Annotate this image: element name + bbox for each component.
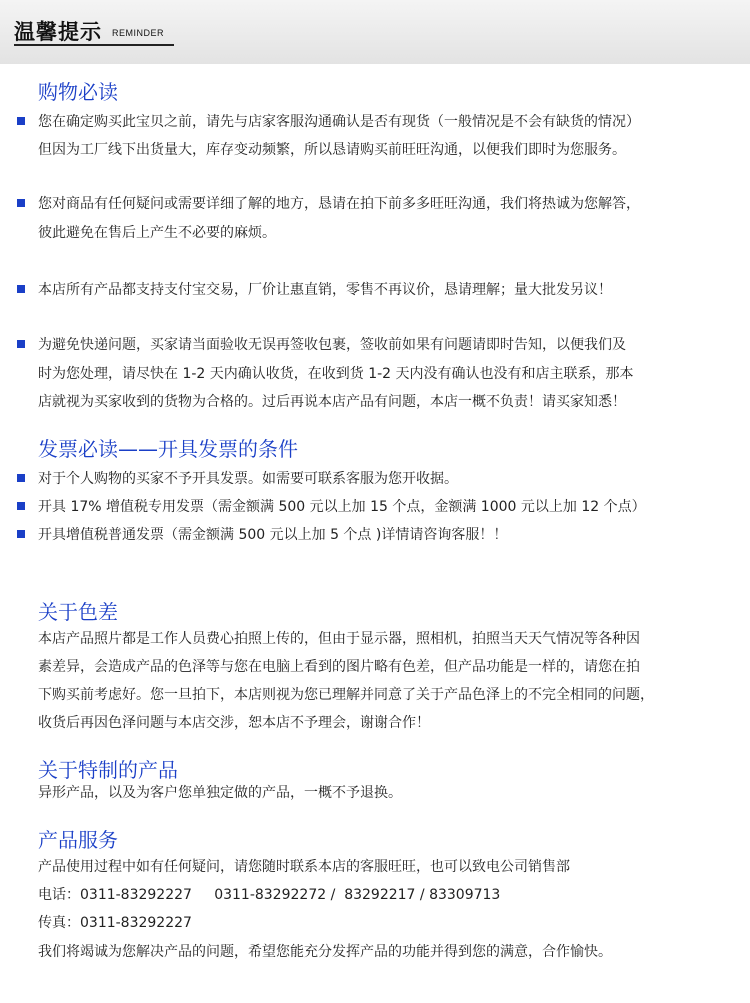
service-line-4: 我们将竭诚为您解决产品的问题，希望您能充分发挥产品的功能并得到您的满意，合作愉快。 bbox=[38, 944, 612, 960]
shopping-item-4-line-1: 为避免快递问题，买家请当面验收无误再签收包裹，签收前如果有问题请即时告知，以便我们及 bbox=[38, 337, 626, 353]
reminder-header bbox=[0, 0, 750, 64]
bullet-icon bbox=[17, 199, 25, 207]
bullet-icon bbox=[17, 117, 25, 125]
shopping-item-2-line-1: 您对商品有任何疑问或需要详细了解的地方，恳请在拍下前多多旺旺沟通，我们将热诚为您解答， bbox=[38, 196, 640, 212]
shopping-item-4-line-2: 时为您处理，请尽快在 1-2 天内确认收货，在收到货 1-2 天内没有确认也没有和店主联系，那本 bbox=[38, 366, 634, 382]
shopping-item-4-line-3: 店就视为买家收到的货物为合格的。过后再说本店产品有问题，本店一概不负责！请买家知悉！ bbox=[38, 394, 626, 410]
header-title: 温馨提示 bbox=[14, 20, 102, 44]
bullet-icon bbox=[17, 285, 25, 293]
bullet-icon bbox=[17, 530, 25, 538]
service-line-1: 产品使用过程中如有任何疑问，请您随时联系本店的客服旺旺，也可以致电公司销售部 bbox=[38, 859, 570, 875]
invoice-item-2: 开具 17% 增值税专用发票（需金额满 500 元以上加 15 个点，金额满 1000 元以上加 12 个点） bbox=[38, 499, 646, 515]
color-line-1: 本店产品照片都是工作人员费心拍照上传的，但由于显示器，照相机，拍照当天天气情况等各种因 bbox=[38, 631, 640, 647]
section-title-shopping: 购物必读 bbox=[38, 80, 118, 104]
color-line-3: 下购买前考虑好。您一旦拍下，本店则视为您已理解并同意了关于产品色泽上的不完全相同的问题， bbox=[38, 687, 654, 703]
shopping-item-1-line-2: 但因为工厂线下出货量大，库存变动频繁，所以恳请购买前旺旺沟通，以便我们即时为您服务。 bbox=[38, 142, 626, 158]
shopping-item-2-line-2: 彼此避免在售后上产生不必要的麻烦。 bbox=[38, 225, 276, 241]
bullet-icon bbox=[17, 340, 25, 348]
color-line-4: 收货后再因色泽问题与本店交涉，恕本店不予理会，谢谢合作！ bbox=[38, 715, 430, 731]
header-subtitle: REMINDER bbox=[112, 28, 165, 38]
section-title-invoice: 发票必读——开具发票的条件 bbox=[38, 437, 298, 461]
invoice-item-1: 对于个人购物的买家不予开具发票。如需要可联系客服为您开收据。 bbox=[38, 471, 458, 487]
header-underline bbox=[14, 44, 174, 46]
bullet-icon bbox=[17, 474, 25, 482]
section-title-color-difference: 关于色差 bbox=[38, 600, 118, 624]
service-phone: 电话：0311-83292227 0311-83292272 / 83292217 / 83309713 bbox=[38, 887, 501, 903]
bullet-icon bbox=[17, 502, 25, 510]
custom-line-1: 异形产品，以及为客户您单独定做的产品，一概不予退换。 bbox=[38, 785, 402, 801]
service-fax: 传真：0311-83292227 bbox=[38, 915, 192, 931]
shopping-item-1-line-1: 您在确定购买此宝贝之前，请先与店家客服沟通确认是否有现货（一般情况是不会有缺货的情况） bbox=[38, 114, 640, 130]
shopping-item-3-line-1: 本店所有产品都支持支付宝交易，厂价让惠直销，零售不再议价，恳请理解；量大批发另议！ bbox=[38, 282, 612, 298]
section-title-custom-products: 关于特制的产品 bbox=[38, 758, 178, 782]
section-title-service: 产品服务 bbox=[38, 828, 118, 852]
color-line-2: 素差异，会造成产品的色泽等与您在电脑上看到的图片略有色差，但产品功能是一样的，请您在拍 bbox=[38, 659, 640, 675]
invoice-item-3: 开具增值税普通发票（需金额满 500 元以上加 5 个点 )详情请咨询客服！！ bbox=[38, 527, 508, 543]
